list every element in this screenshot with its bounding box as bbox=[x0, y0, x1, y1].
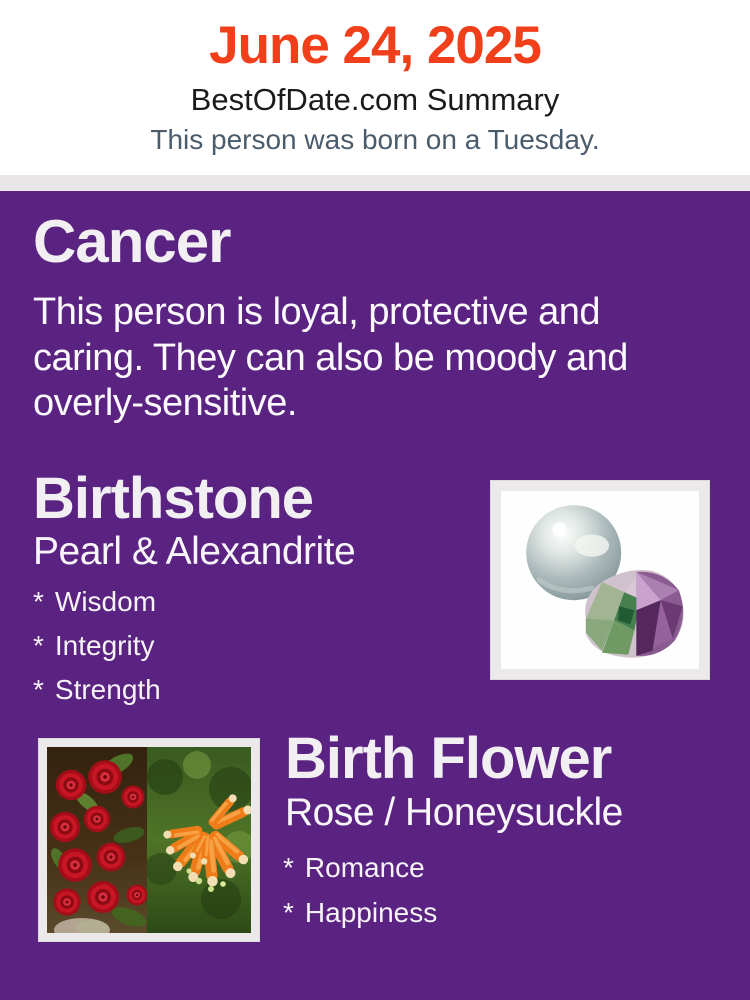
birthstone-photo bbox=[490, 480, 710, 680]
zodiac-sign-title: Cancer bbox=[33, 208, 231, 275]
birth-flower-trait bbox=[283, 851, 437, 896]
honeysuckle-half bbox=[145, 747, 251, 933]
roses-half bbox=[47, 747, 149, 933]
weekday-note: This person was born on a Tuesday. bbox=[150, 124, 600, 156]
pearl-and-alexandrite-graphic bbox=[501, 491, 699, 669]
birth-flower-trait-list bbox=[283, 851, 437, 941]
site-title: BestOfDate.com Summary bbox=[190, 82, 560, 118]
asterisk-bullet: * bbox=[33, 674, 44, 705]
birthstone-trait bbox=[33, 629, 161, 673]
birthstone-trait-list bbox=[33, 585, 161, 717]
birth-flower-heading: Birth Flower bbox=[285, 726, 612, 791]
trait-label: Wisdom bbox=[54, 586, 157, 617]
birthstone-names: Pearl & Alexandrite bbox=[33, 530, 356, 573]
asterisk-bullet: * bbox=[283, 897, 294, 928]
birth-flower-photo bbox=[38, 738, 260, 942]
birth-flower-trait bbox=[283, 896, 437, 941]
asterisk-bullet: * bbox=[33, 586, 44, 617]
asterisk-bullet: * bbox=[33, 630, 44, 661]
trait-label: Integrity bbox=[54, 630, 155, 661]
asterisk-bullet: * bbox=[283, 852, 294, 883]
trait-label: Happiness bbox=[304, 897, 438, 928]
birth-flower-photo-image bbox=[47, 747, 251, 933]
zodiac-description: This person is loyal, protective and caring. They can also be moody and overly-sensitive. bbox=[33, 291, 628, 425]
date-title: June 24, 2025 bbox=[209, 16, 541, 75]
birth-flower-names: Rose / Honeysuckle bbox=[285, 791, 623, 834]
header-divider bbox=[0, 175, 750, 191]
birthstone-trait bbox=[33, 673, 161, 717]
header bbox=[0, 0, 750, 175]
zodiac-panel bbox=[0, 191, 750, 1000]
birthstone-trait bbox=[33, 585, 161, 629]
trait-label: Romance bbox=[304, 852, 425, 883]
birthstone-photo-image bbox=[501, 491, 699, 669]
trait-label: Strength bbox=[54, 674, 161, 705]
rose-and-honeysuckle-graphic bbox=[47, 747, 251, 933]
birthstone-heading: Birthstone bbox=[33, 466, 313, 531]
